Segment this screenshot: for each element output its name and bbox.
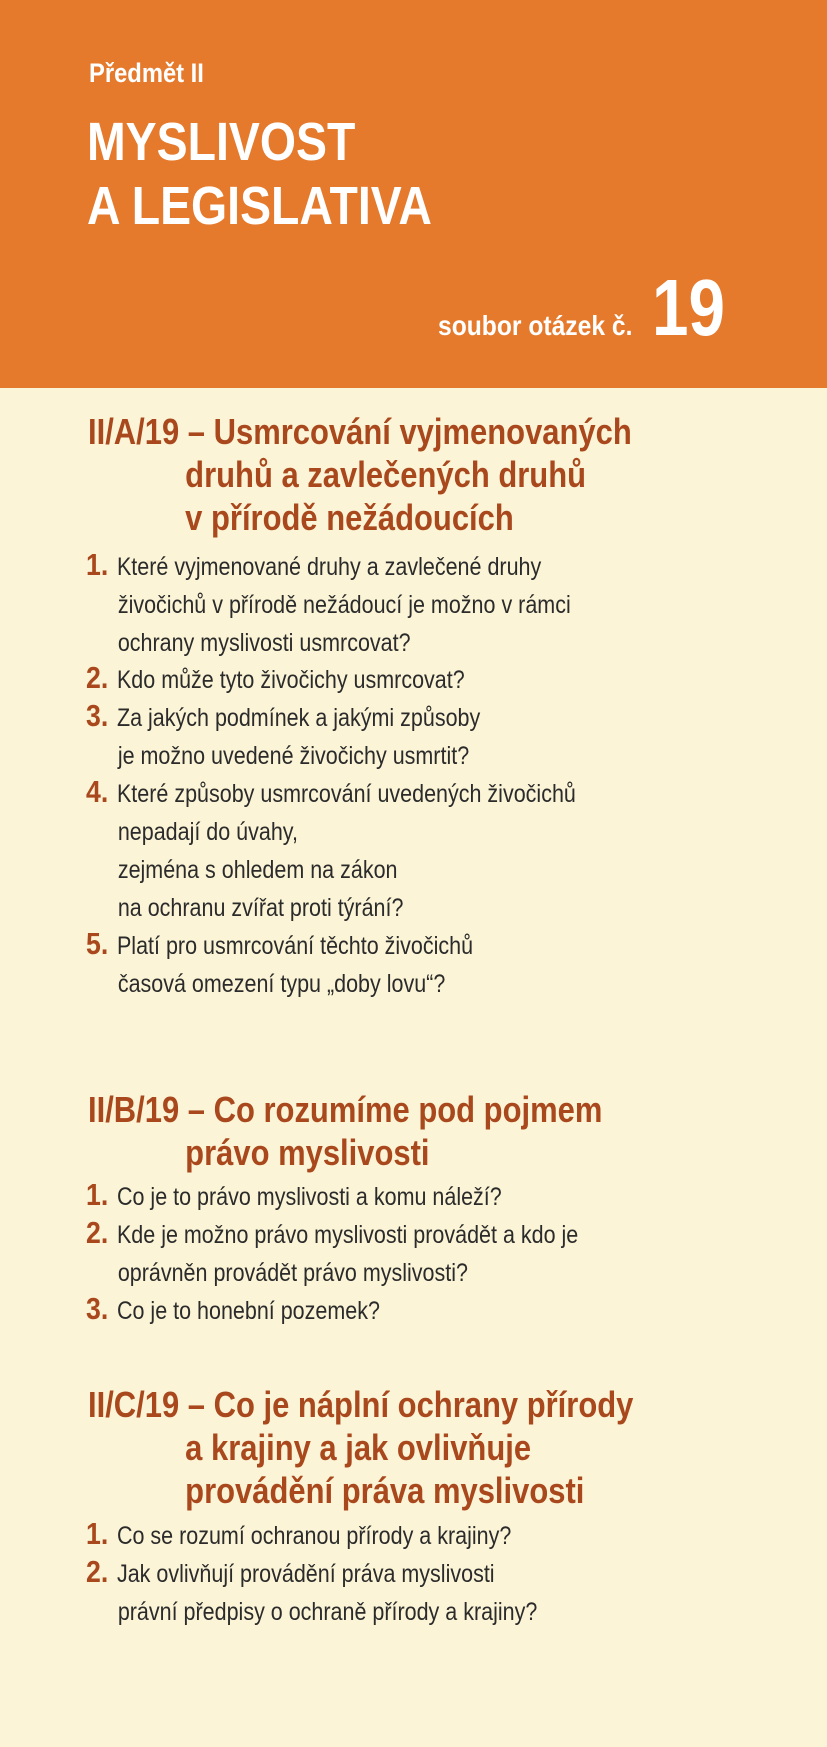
question-text: Co se rozumí ochranou přírody a krajiny? <box>116 1522 512 1550</box>
question-text: Které způsoby usmrcování uvedených živočichů <box>116 780 576 808</box>
question-number: 3. <box>86 1291 109 1326</box>
question-item <box>86 697 480 775</box>
section-title-line: II/C/19 – Co je náplní ochrany přírody <box>88 1384 634 1425</box>
section-title-line: II/B/19 – Co rozumíme pod pojmem <box>88 1089 603 1130</box>
set-number: 19 <box>652 263 725 352</box>
subject-label: Předmět II <box>89 58 204 88</box>
question-number: 4. <box>86 774 109 809</box>
question-item <box>86 1176 502 1216</box>
section-title-line: II/A/19 – Usmrcování vyjmenovaných <box>88 411 632 452</box>
question-text: nepadají do úvahy, <box>117 818 298 846</box>
question-text: Jak ovlivňují provádění práva myslivosti <box>116 1560 495 1588</box>
question-number: 5. <box>86 926 109 961</box>
page-title <box>87 110 432 238</box>
question-text: na ochranu zvířat proti týrání? <box>117 894 404 922</box>
question-text: časová omezení typu „doby lovu“? <box>117 970 446 998</box>
question-text: Kde je možno právo myslivosti provádět a kdo je <box>116 1221 579 1249</box>
section-title <box>88 1088 602 1174</box>
question-text: ochrany myslivosti usmrcovat? <box>117 629 411 657</box>
question-text: Co je to honební pozemek? <box>116 1297 380 1325</box>
question-set <box>438 263 741 352</box>
question-item <box>86 1290 380 1330</box>
question-item <box>86 659 465 699</box>
section-title-line: provádění práva myslivosti <box>185 1470 585 1511</box>
section-title-line: právo myslivosti <box>185 1132 430 1173</box>
question-item <box>86 1214 578 1292</box>
question-text: živočichů v přírodě nežádoucí je možno v rámci <box>117 591 571 619</box>
title-line: MYSLIVOST <box>87 112 356 172</box>
question-text: Které vyjmenované druhy a zavlečené druhy <box>116 553 542 581</box>
question-text: zejména s ohledem na zákon <box>117 856 398 884</box>
question-number: 1. <box>86 1516 109 1551</box>
question-item <box>86 546 571 662</box>
section-title-line: druhů a zavlečených druhů <box>185 454 587 495</box>
question-item <box>86 925 473 1003</box>
question-item <box>86 1553 537 1631</box>
question-item <box>86 773 576 927</box>
question-text: oprávněn provádět právo myslivosti? <box>117 1259 468 1287</box>
question-text: je možno uvedené živočichy usmrtit? <box>117 742 470 770</box>
question-item <box>86 1515 511 1555</box>
question-number: 2. <box>86 660 109 695</box>
question-text: Za jakých podmínek a jakými způsoby <box>116 704 481 732</box>
section-title <box>88 1383 633 1512</box>
section-title-line: a krajiny a jak ovlivňuje <box>185 1427 532 1468</box>
header-band <box>0 0 827 388</box>
question-number: 2. <box>86 1215 109 1250</box>
question-text: právní předpisy o ochraně přírody a krajiny? <box>117 1598 538 1626</box>
question-number: 2. <box>86 1554 109 1589</box>
section-title-line: v přírodě nežádoucích <box>185 497 514 538</box>
question-number: 3. <box>86 698 109 733</box>
question-text: Co je to právo myslivosti a komu náleží? <box>116 1183 502 1211</box>
question-number: 1. <box>86 547 109 582</box>
section-title <box>88 410 632 539</box>
title-line: A LEGISLATIVA <box>87 176 432 236</box>
set-label: soubor otázek č. <box>438 310 633 341</box>
question-number: 1. <box>86 1177 109 1212</box>
question-text: Platí pro usmrcování těchto živočichů <box>116 932 474 960</box>
question-text: Kdo může tyto živočichy usmrcovat? <box>116 666 465 694</box>
